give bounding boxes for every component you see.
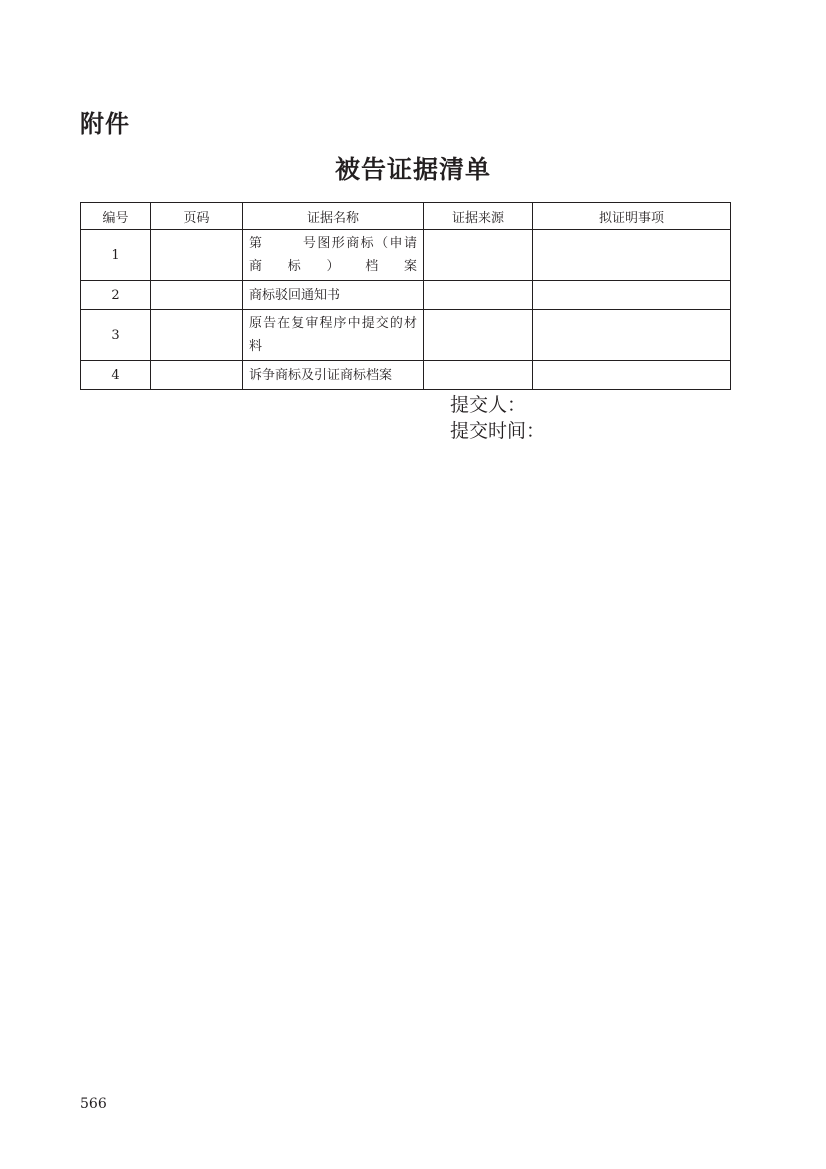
- document-title: 被告证据清单: [334, 155, 491, 184]
- page-number: 566: [80, 1096, 107, 1112]
- row-evidence-name: 诉争商标及引证商标档案: [243, 361, 424, 390]
- table-row: [81, 361, 731, 390]
- row-evidence-name: 商标驳回通知书: [243, 281, 424, 310]
- row-number: 3: [81, 310, 151, 361]
- appendix-label: 附件: [80, 110, 130, 138]
- row-evidence-name: 原告在复审程序中提交的材料: [243, 310, 424, 361]
- row-purpose: [533, 361, 731, 390]
- column-header-evidence-name: 证据名称: [243, 203, 424, 230]
- row-evidence-source: [424, 281, 533, 310]
- row-number: 2: [81, 281, 151, 310]
- evidence-name-prefix: 第: [249, 236, 264, 251]
- row-number: 1: [81, 230, 151, 281]
- column-header-page: 页码: [151, 203, 243, 230]
- row-number: 4: [81, 361, 151, 390]
- column-header-evidence-source: 证据来源: [424, 203, 533, 230]
- row-evidence-source: [424, 361, 533, 390]
- signature-block: [450, 392, 545, 444]
- row-purpose: [533, 281, 731, 310]
- row-purpose: [533, 310, 731, 361]
- table-header-row: [81, 203, 731, 230]
- column-header-purpose: 拟证明事项: [533, 203, 731, 230]
- row-page: [151, 361, 243, 390]
- evidence-table: [80, 202, 731, 390]
- table-row: [81, 230, 731, 281]
- table-row: [81, 281, 731, 310]
- submitter-label: 提交人：: [450, 394, 527, 416]
- row-page: [151, 281, 243, 310]
- table-row: [81, 310, 731, 361]
- row-page: [151, 230, 243, 281]
- row-purpose: [533, 230, 731, 281]
- column-header-number: 编号: [81, 203, 151, 230]
- row-evidence-name: [243, 230, 424, 281]
- evidence-name-rest: 号图形商标（申请商标）档案: [249, 236, 417, 274]
- row-evidence-source: [424, 310, 533, 361]
- row-page: [151, 310, 243, 361]
- submission-date-label: 提交时间：: [450, 420, 546, 442]
- row-evidence-source: [424, 230, 533, 281]
